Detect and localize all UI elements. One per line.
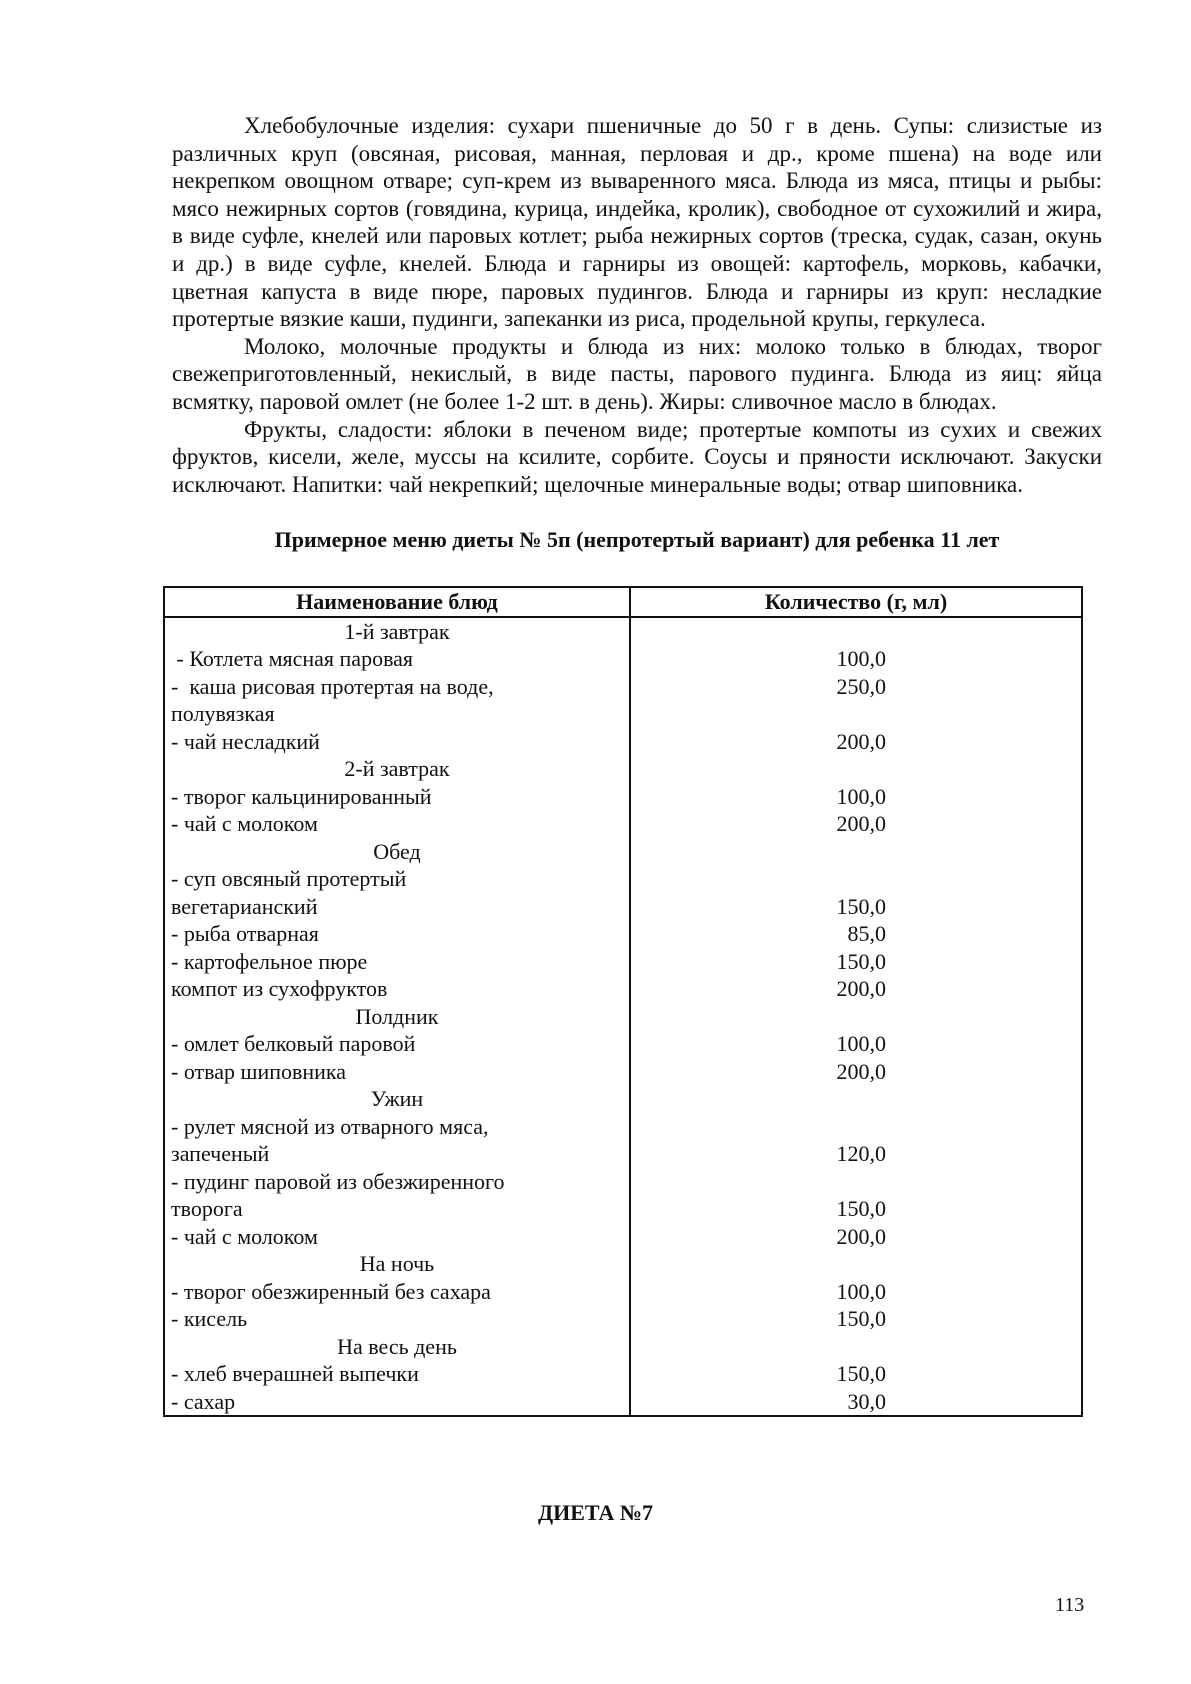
table-row — [164, 1360, 1082, 1388]
dish-quantity — [630, 1360, 1082, 1388]
dish-quantity-value: 200,0 — [836, 976, 886, 1002]
table-row — [164, 1278, 1082, 1306]
dish-name — [164, 920, 630, 948]
dish-quantity — [630, 755, 1082, 783]
dish-name-text: запеченый — [171, 1141, 270, 1167]
dish-quantity — [630, 1058, 1082, 1086]
dish-name — [164, 975, 630, 1003]
dish-name — [164, 1058, 630, 1086]
dish-name — [164, 1305, 630, 1333]
dish-name-text: - чай с молоком — [171, 811, 318, 837]
dish-name — [164, 1278, 630, 1306]
dish-name-text: - суп овсяный протертый — [171, 866, 407, 892]
dish-name — [164, 1113, 630, 1141]
dish-name — [164, 810, 630, 838]
header-quantity: Количество (г, мл) — [630, 587, 1082, 617]
table-row — [164, 1223, 1082, 1251]
dish-name-text: - чай несладкий — [171, 728, 320, 754]
section-heading: ДИЕТА №7 — [538, 1500, 653, 1525]
table-section-row — [164, 1250, 1082, 1278]
table-section-row — [164, 1003, 1082, 1031]
table-row — [164, 893, 1082, 921]
dish-quantity — [630, 1305, 1082, 1333]
dish-name — [164, 783, 630, 811]
meal-section-text: 1-й завтрак — [344, 618, 450, 644]
meal-section-text: На весь день — [337, 1333, 457, 1359]
meal-section-label — [164, 1003, 630, 1031]
table-row — [164, 1140, 1082, 1168]
meal-section-label — [164, 838, 630, 866]
dish-name — [164, 893, 630, 921]
table-row — [164, 1195, 1082, 1223]
dish-quantity-value: 200,0 — [836, 1058, 886, 1084]
dish-quantity — [630, 975, 1082, 1003]
table-row — [164, 975, 1082, 1003]
table-row — [164, 865, 1082, 893]
table-section-row — [164, 755, 1082, 783]
table-header-row — [164, 587, 1082, 617]
dish-quantity — [630, 920, 1082, 948]
dish-name — [164, 673, 630, 701]
meal-section-label — [164, 755, 630, 783]
dish-quantity-value: 150,0 — [836, 893, 886, 919]
dish-name-text: - чай с молоком — [171, 1223, 318, 1249]
dish-name-text: полувязкая — [171, 701, 275, 727]
paragraph: Фрукты, сладости: яблоки в печеном виде; протертые компоты из сухих и свежих фруктов, кисели, желе, муссы на ксилите, сорбите. Соусы и пряности исключают. Закуски исключают. Напитки: чай некрепкий; щелочные минеральные воды; отвар шиповника. — [172, 416, 1102, 497]
meal-section-text: На ночь — [359, 1251, 435, 1277]
dish-name-text: - рулет мясной из отварного мяса, — [171, 1113, 489, 1139]
dish-quantity — [630, 865, 1082, 893]
table-row — [164, 1305, 1082, 1333]
meal-section-label — [164, 617, 630, 646]
table-row — [164, 1058, 1082, 1086]
table-row — [164, 673, 1082, 701]
dish-quantity-value: 200,0 — [836, 811, 886, 837]
meal-section-text: Ужин — [370, 1086, 424, 1112]
table-section-row — [164, 1333, 1082, 1361]
dish-name-text: - Котлета мясная паровая — [171, 646, 414, 672]
dish-quantity-value: 200,0 — [836, 728, 886, 754]
menu-table-body — [164, 617, 1082, 1417]
meal-section-text: 2-й завтрак — [344, 756, 450, 782]
dish-name — [164, 728, 630, 756]
dish-quantity — [630, 1278, 1082, 1306]
dish-quantity-value: 120,0 — [836, 1141, 886, 1167]
dish-quantity — [630, 948, 1082, 976]
table-title: Примерное меню диеты № 5п (непротертый вариант) для ребенка 11 лет — [274, 527, 1000, 553]
table-row — [164, 645, 1082, 673]
dish-quantity — [630, 1388, 1082, 1417]
dish-quantity-value: 100,0 — [836, 646, 886, 672]
dish-quantity — [630, 700, 1082, 728]
dish-quantity — [630, 1195, 1082, 1223]
dish-quantity-value: 200,0 — [836, 1223, 886, 1249]
dish-name-text: - творог кальцинированный — [171, 783, 432, 809]
table-row — [164, 728, 1082, 756]
dish-quantity-value: 150,0 — [836, 948, 886, 974]
dish-name — [164, 1388, 630, 1417]
dish-name — [164, 1030, 630, 1058]
table-row — [164, 1030, 1082, 1058]
table-section-row — [164, 617, 1082, 646]
dish-name — [164, 1223, 630, 1251]
dish-quantity — [630, 810, 1082, 838]
dish-quantity-value: 100,0 — [836, 783, 886, 809]
table-row — [164, 700, 1082, 728]
table-section-row — [164, 838, 1082, 866]
dish-quantity — [630, 783, 1082, 811]
dish-quantity-value: 150,0 — [836, 1196, 886, 1222]
table-row — [164, 810, 1082, 838]
dish-quantity — [630, 1003, 1082, 1031]
dish-name — [164, 1140, 630, 1168]
dish-quantity — [630, 1085, 1082, 1113]
dish-quantity — [630, 1030, 1082, 1058]
dish-name-text: - рыба отварная — [171, 921, 319, 947]
meal-section-text: Обед — [373, 838, 421, 864]
dish-quantity — [630, 645, 1082, 673]
dish-name-text: - творог обезжиренный без сахара — [171, 1278, 491, 1304]
dish-quantity — [630, 673, 1082, 701]
meal-section-label — [164, 1085, 630, 1113]
dish-quantity — [630, 838, 1082, 866]
dish-name-text: творога — [171, 1196, 243, 1222]
table-row — [164, 948, 1082, 976]
paragraph: Хлебобулочные изделия: сухари пшеничные до 50 г в день. Супы: слизистые из различных круп (овсяная, рисовая, манная, перловая и др., кроме пшена) на воде или некрепком овощном отваре; суп-крем из вываренного мяса. Блюда из мяса, птицы и рыбы: мясо нежирных сортов (говядина, курица, индейка, кролик), свободное от сухожилий и жира, в виде суфле, кнелей или паровых котлет; рыба нежирных сортов (треска, судак, сазан, окунь и др.) в виде суфле, кнелей. Блюда и гарниры из овощей: картофель, морковь, кабачки, цветная капуста в виде пюре, паровых пудингов. Блюда и гарниры из круп: несладкие протертые вязкие каши, пудинги, запеканки из риса, продельной крупы, геркулеса. — [172, 113, 1102, 332]
dish-name — [164, 865, 630, 893]
dish-quantity — [630, 1333, 1082, 1361]
dish-name-text: вегетарианский — [171, 893, 318, 919]
dish-name — [164, 645, 630, 673]
table-section-row — [164, 1085, 1082, 1113]
dish-name — [164, 1168, 630, 1196]
table-row — [164, 1168, 1082, 1196]
paragraph: Молоко, молочные продукты и блюда из них: молоко только в блюдах, творог свежеприготовленный, некислый, в виде пасты, парового пудинга. Блюда из яиц: яйца всмятку, паровой омлет (не более 1-2 шт. в день). Жиры: сливочное масло в блюдах. — [172, 333, 1102, 414]
page-number: 113 — [1055, 1594, 1085, 1616]
dish-name-text: компот из сухофруктов — [171, 976, 388, 1002]
page-content — [172, 112, 1102, 1417]
dish-name-text: - картофельное пюре — [171, 948, 368, 974]
dish-quantity-value: 250,0 — [836, 673, 886, 699]
dish-name — [164, 700, 630, 728]
dish-name-text: - каша рисовая протертая на воде, — [171, 673, 494, 699]
dish-quantity — [630, 1113, 1082, 1141]
meal-section-text: Полдник — [355, 1003, 439, 1029]
table-row — [164, 783, 1082, 811]
dish-quantity — [630, 617, 1082, 646]
table-row — [164, 1113, 1082, 1141]
table-row — [164, 1388, 1082, 1417]
dish-name — [164, 1195, 630, 1223]
dish-quantity — [630, 728, 1082, 756]
dish-name-text: - сахар — [171, 1388, 236, 1414]
menu-table — [163, 586, 1083, 1417]
dish-quantity — [630, 893, 1082, 921]
meal-section-label — [164, 1333, 630, 1361]
dish-name-text: - отвар шиповника — [171, 1058, 347, 1084]
header-dish-name: Наименование блюд — [164, 587, 630, 617]
dish-quantity-value: 30,0 — [847, 1388, 886, 1414]
table-row — [164, 920, 1082, 948]
dish-quantity — [630, 1140, 1082, 1168]
dish-name — [164, 948, 630, 976]
dish-quantity — [630, 1168, 1082, 1196]
dish-quantity-value: 100,0 — [836, 1031, 886, 1057]
dish-name — [164, 1360, 630, 1388]
dish-quantity — [630, 1223, 1082, 1251]
dish-quantity-value: 85,0 — [847, 921, 886, 947]
dish-name-text: - пудинг паровой из обезжиренного — [171, 1168, 505, 1194]
meal-section-label — [164, 1250, 630, 1278]
dish-name-text: - омлет белковый паровой — [171, 1031, 416, 1057]
dish-name-text: - кисель — [171, 1306, 248, 1332]
dish-quantity-value: 150,0 — [836, 1361, 886, 1387]
dish-quantity — [630, 1250, 1082, 1278]
dish-quantity-value: 150,0 — [836, 1306, 886, 1332]
dish-quantity-value: 100,0 — [836, 1278, 886, 1304]
dish-name-text: - хлеб вчерашней выпечки — [171, 1361, 419, 1387]
